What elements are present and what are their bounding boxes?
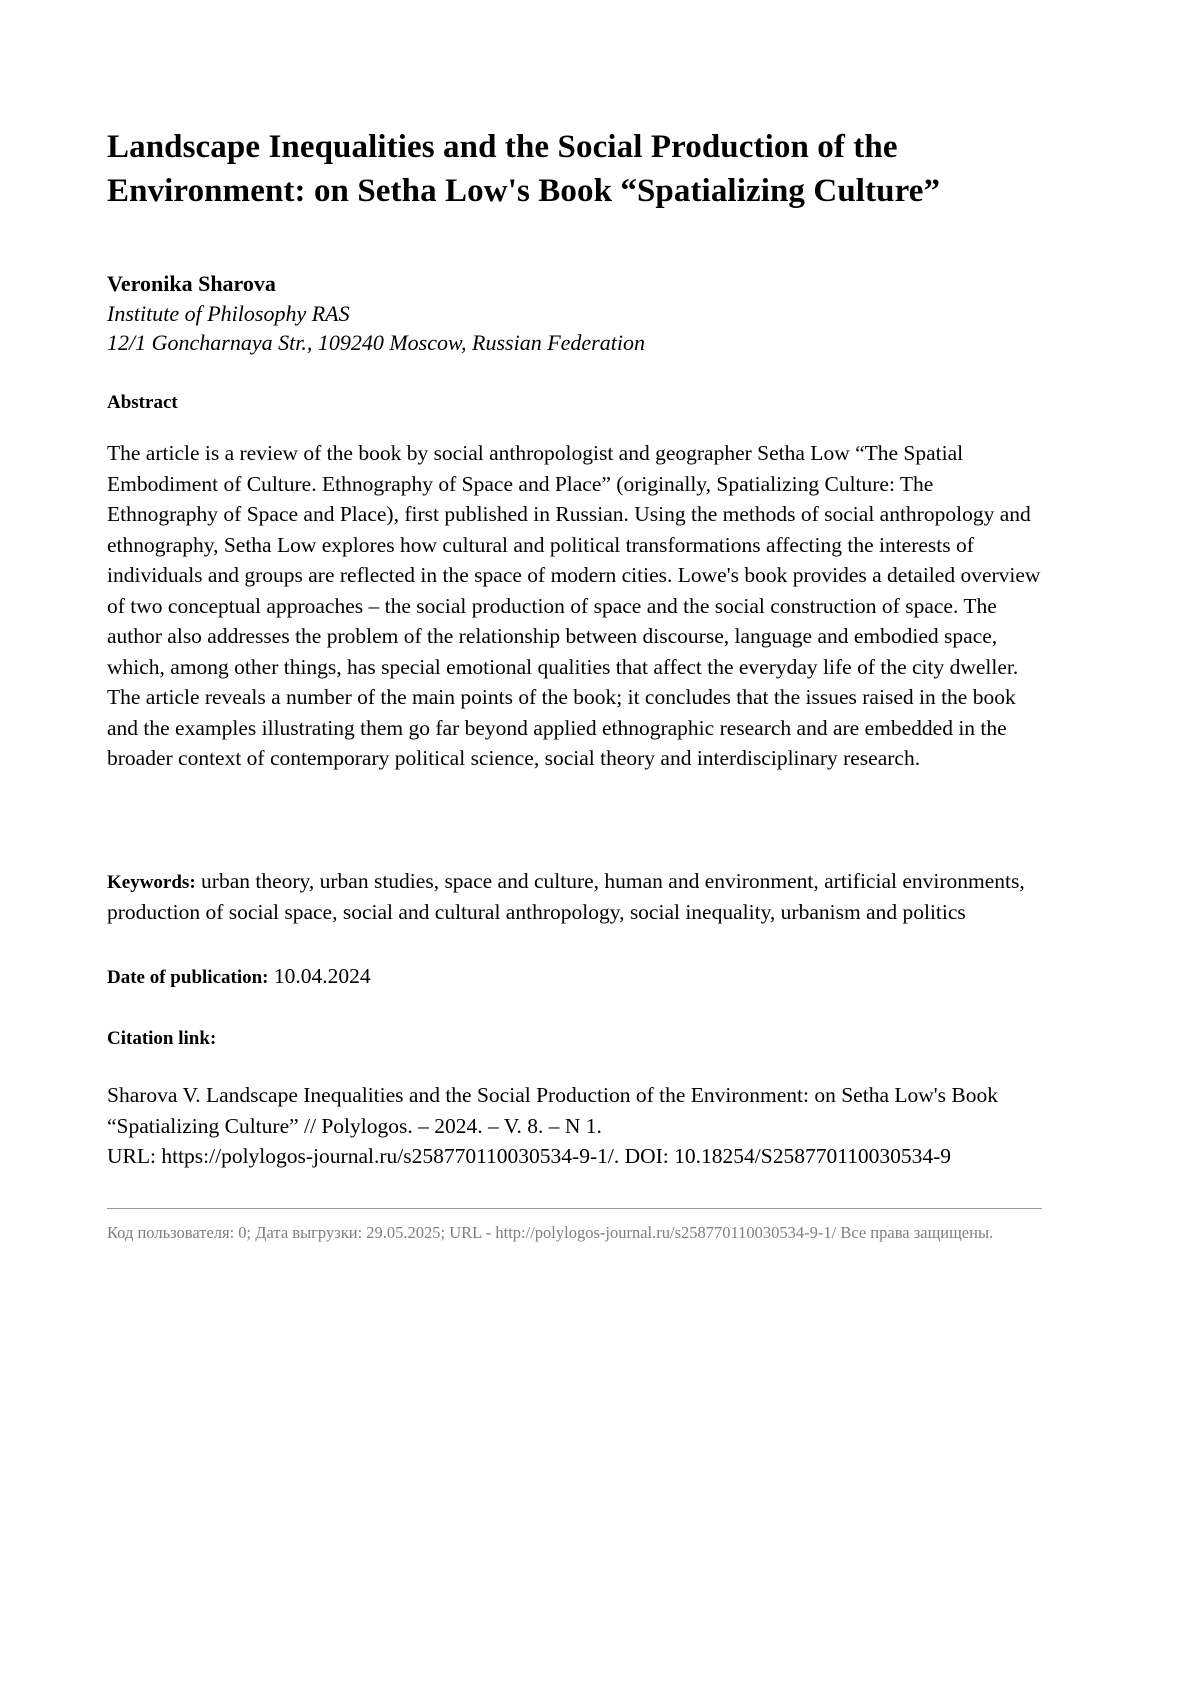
abstract-heading: Abstract bbox=[107, 392, 178, 414]
author-block bbox=[107, 269, 1042, 358]
footer-copyright-text: Код пользователя: 0; Дата выгрузки: 29.05.2025; URL - http://polylogos-journal.ru/s258770110030534-9-1/ Все права защищены. bbox=[107, 1222, 994, 1242]
author-affiliation-address: 12/1 Goncharnaya Str., 109240 Moscow, Russian Federation bbox=[107, 330, 645, 356]
author-affiliation-institute: Institute of Philosophy RAS bbox=[107, 300, 350, 326]
publication-date-value: 10.04.2024 bbox=[268, 964, 371, 989]
citation-link-label: Citation link: bbox=[107, 1028, 217, 1050]
citation-block bbox=[107, 1080, 1042, 1172]
citation-url: URL: https://polylogos-journal.ru/s258770110030534-9-1/. DOI: 10.18254/S258770110030534-9 bbox=[107, 1144, 952, 1169]
article-title: Landscape Inequalities and the Social Production of the Environment: on Setha Low's Book “Spatializing Culture” bbox=[107, 129, 941, 209]
keywords-block bbox=[107, 866, 1042, 927]
author-name: Veronika Sharova bbox=[107, 271, 276, 297]
publication-block bbox=[107, 961, 1042, 992]
footer-divider bbox=[107, 1208, 1042, 1209]
abstract-text: The article is a review of the book by social anthropologist and geographer Setha Low “The Spatial Embodiment of Culture. Ethnography of Space and Place” (originally, Spatializing Culture: The Ethnography of Space and Place), first published in Russian. Using the methods of social anthropology and ethnography, Setha Low explores how cultural and political transformations affecting the interests of individuals and groups are reflected in the space of modern cities. Lowe's book provides a detailed overview of two conceptual approaches – the social production of space and the social construction of space. The author also addresses the problem of the relationship between discourse, language and embodied space, which, among other things, has special emotional qualities that affect the everyday life of the city dweller. The article reveals a number of the main points of the book; it concludes that the issues raised in the book and the examples illustrating them go far beyond applied ethnographic research and are embedded in the broader context of contemporary political science, social theory and interdisciplinary research. bbox=[107, 441, 1041, 771]
keywords-label: Keywords: bbox=[107, 871, 196, 893]
keywords-text: urban theory, urban studies, space and culture, human and environment, artificial environments, production of social space, social and cultural anthropology, social inequality, urbanism and politics bbox=[107, 868, 1025, 924]
publication-date-label: Date of publication: bbox=[107, 967, 269, 989]
citation-text: Sharova V. Landscape Inequalities and the Social Production of the Environment: on Setha Low's Book “Spatializing Culture” // Polylogos. – 2024. – V. 8. – N 1. bbox=[107, 1083, 998, 1138]
